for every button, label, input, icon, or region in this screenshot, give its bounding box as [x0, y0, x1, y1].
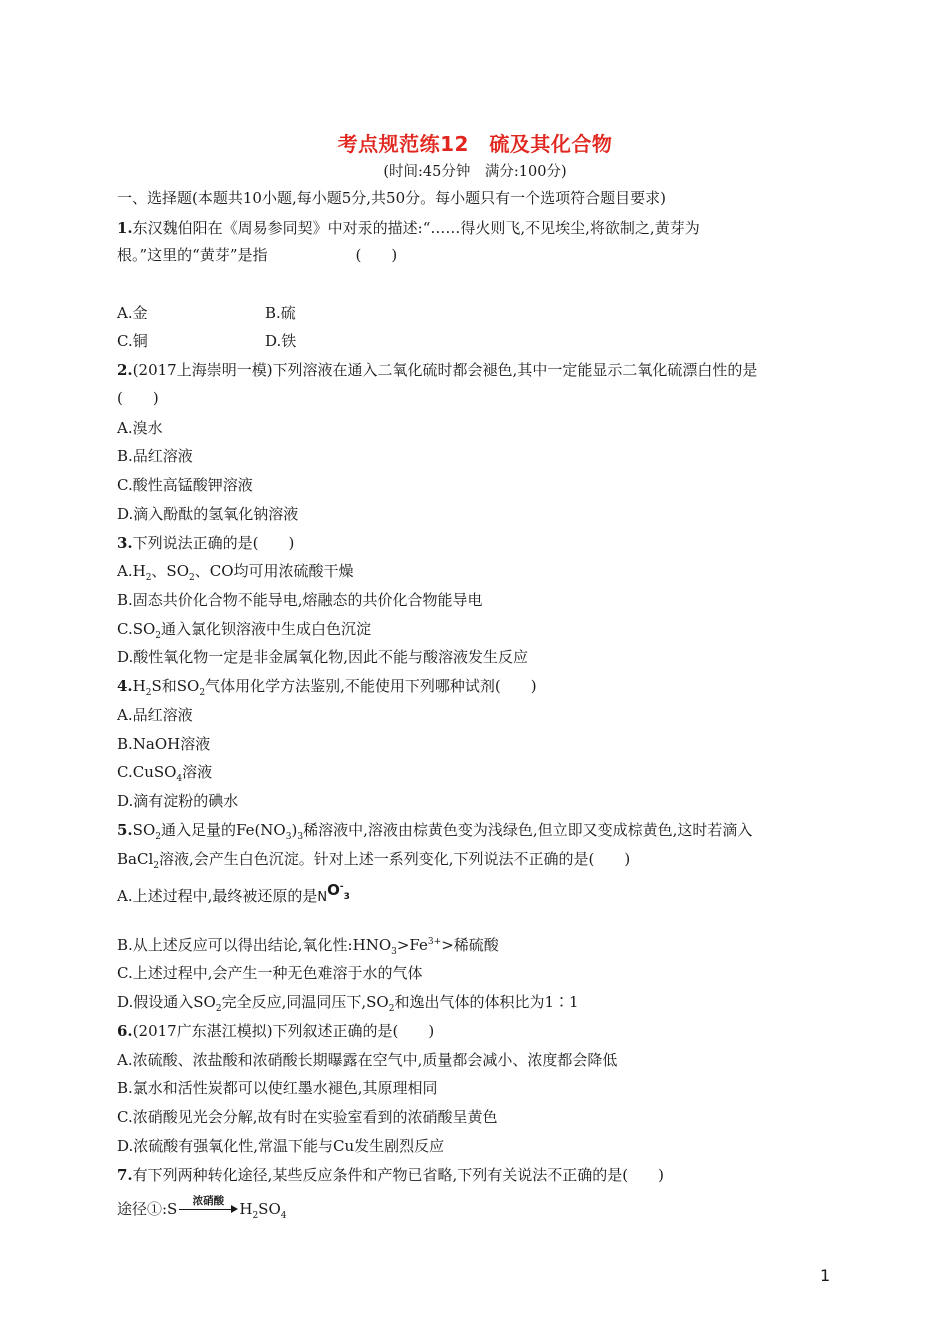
option-c: C.CuSO$_4$溶液 [117, 763, 213, 784]
option-b: B.NaOH溶液 [117, 735, 211, 753]
question-number: 5. [117, 821, 133, 839]
option-b: B.固态共价化合物不能导电,熔融态的共价化合物能导电 [117, 591, 483, 609]
option-d: D.滴有淀粉的碘水 [117, 792, 239, 810]
question-7: 7.有下列两种转化途径,某些反应条件和产物已省略,下列有关说法不正确的是( ) [117, 1166, 664, 1184]
option-b: B.品红溶液 [117, 447, 193, 465]
option-b: B.硫 [265, 304, 296, 322]
option-a: A.溴水 [117, 419, 163, 437]
option-a: A.上述过程中,最终被还原的是$NO^-_3$ [117, 881, 350, 905]
reaction-route-1: 途径①:S 浓硝酸 $H_2SO_4$ [117, 1195, 287, 1221]
reaction-arrow-icon: 浓硝酸 [177, 1200, 239, 1220]
question-1-line-2: 根。”这里的“黄芽”是指 ( ) [117, 246, 398, 264]
option-a: $A.H_2$、$SO_2$、CO均可用浓硫酸干燥 [117, 562, 354, 583]
question-5-line-1: $5.SO_2$通入足量的$Fe(NO_3)_3$稀溶液中,溶液由棕黄色变为浅绿色,但立即又变成棕黄色,这时若滴入 [117, 821, 753, 842]
question-number: 2. [117, 361, 133, 379]
question-4: $4.H_2S$和$SO_2$气体用化学方法鉴别,不能使用下列哪种试剂( ) [117, 677, 537, 698]
question-number: 6. [117, 1022, 133, 1040]
option-c: C.酸性高锰酸钾溶液 [117, 476, 253, 494]
option-a: A.金 [117, 304, 148, 322]
option-row [117, 303, 148, 323]
option-a: A.品红溶液 [117, 706, 193, 724]
option-c: C.浓硝酸见光会分解,故有时在实验室看到的浓硝酸呈黄色 [117, 1108, 498, 1126]
option-d: D.酸性氧化物一定是非金属氧化物,因此不能与酸溶液发生反应 [117, 648, 529, 666]
option-c: $C.SO_2$通入氯化钡溶液中生成白色沉淀 [117, 620, 372, 641]
option-b: B.氯水和活性炭都可以使红墨水褪色,其原理相同 [117, 1079, 438, 1097]
option-d: D.假设通入$SO_2$完全反应,同温同压下$,SO_2$和逸出气体的体积比为1∶1 [117, 993, 579, 1014]
page-title: 考点规范练12 硫及其化合物 [337, 132, 613, 156]
question-number: 1. [117, 219, 133, 237]
question-2-line-1: 2.(2017上海崇明一模)下列溶液在通入二氧化硫时都会褪色,其中一定能显示二氧化硫漂白性的是 [117, 361, 758, 379]
question-number: 4. [117, 677, 133, 695]
option-b: B.从上述反应可以得出结论,氧化性$:HNO_3>Fe^{3+}>$稀硫酸 [117, 936, 499, 957]
nitrate-formula: $NO^-_3$ [317, 881, 350, 905]
question-number: 7. [117, 1166, 133, 1184]
section-heading: 一、选择题(本题共10小题,每小题5分,共50分。每小题只有一个选项符合题目要求) [117, 189, 666, 207]
question-5-line-2: BaCl$_2$溶液,会产生白色沉淀。针对上述一系列变化,下列说法不正确的是( ) [117, 850, 631, 871]
option-d: D.滴入酚酞的氢氧化钠溶液 [117, 505, 299, 523]
question-6: 6.(2017广东湛江模拟)下列叙述正确的是( ) [117, 1022, 435, 1040]
option-d: D.浓硫酸有强氧化性,常温下能与Cu发生剧烈反应 [117, 1137, 445, 1155]
answer-bracket: ( ) [355, 246, 398, 264]
option-a: A.浓硫酸、浓盐酸和浓硝酸长期曝露在空气中,质量都会减小、浓度都会降低 [117, 1051, 618, 1069]
page-number: 1 [820, 1266, 831, 1285]
option-c: C.上述过程中,会产生一种无色难溶于水的气体 [117, 964, 423, 982]
page-subtitle: (时间:45分钟 满分:100分) [383, 164, 567, 180]
option-c: C.铜 [117, 332, 148, 350]
question-number: 3. [117, 534, 133, 552]
option-d: D.铁 [265, 332, 297, 350]
question-1-line-1: 1.东汉魏伯阳在《周易参同契》中对汞的描述:“……得火则飞,不见埃尘,将欲制之,黄芽为 [117, 219, 700, 237]
question-3: 3.下列说法正确的是( ) [117, 534, 295, 552]
answer-bracket: ( ) [117, 389, 159, 407]
